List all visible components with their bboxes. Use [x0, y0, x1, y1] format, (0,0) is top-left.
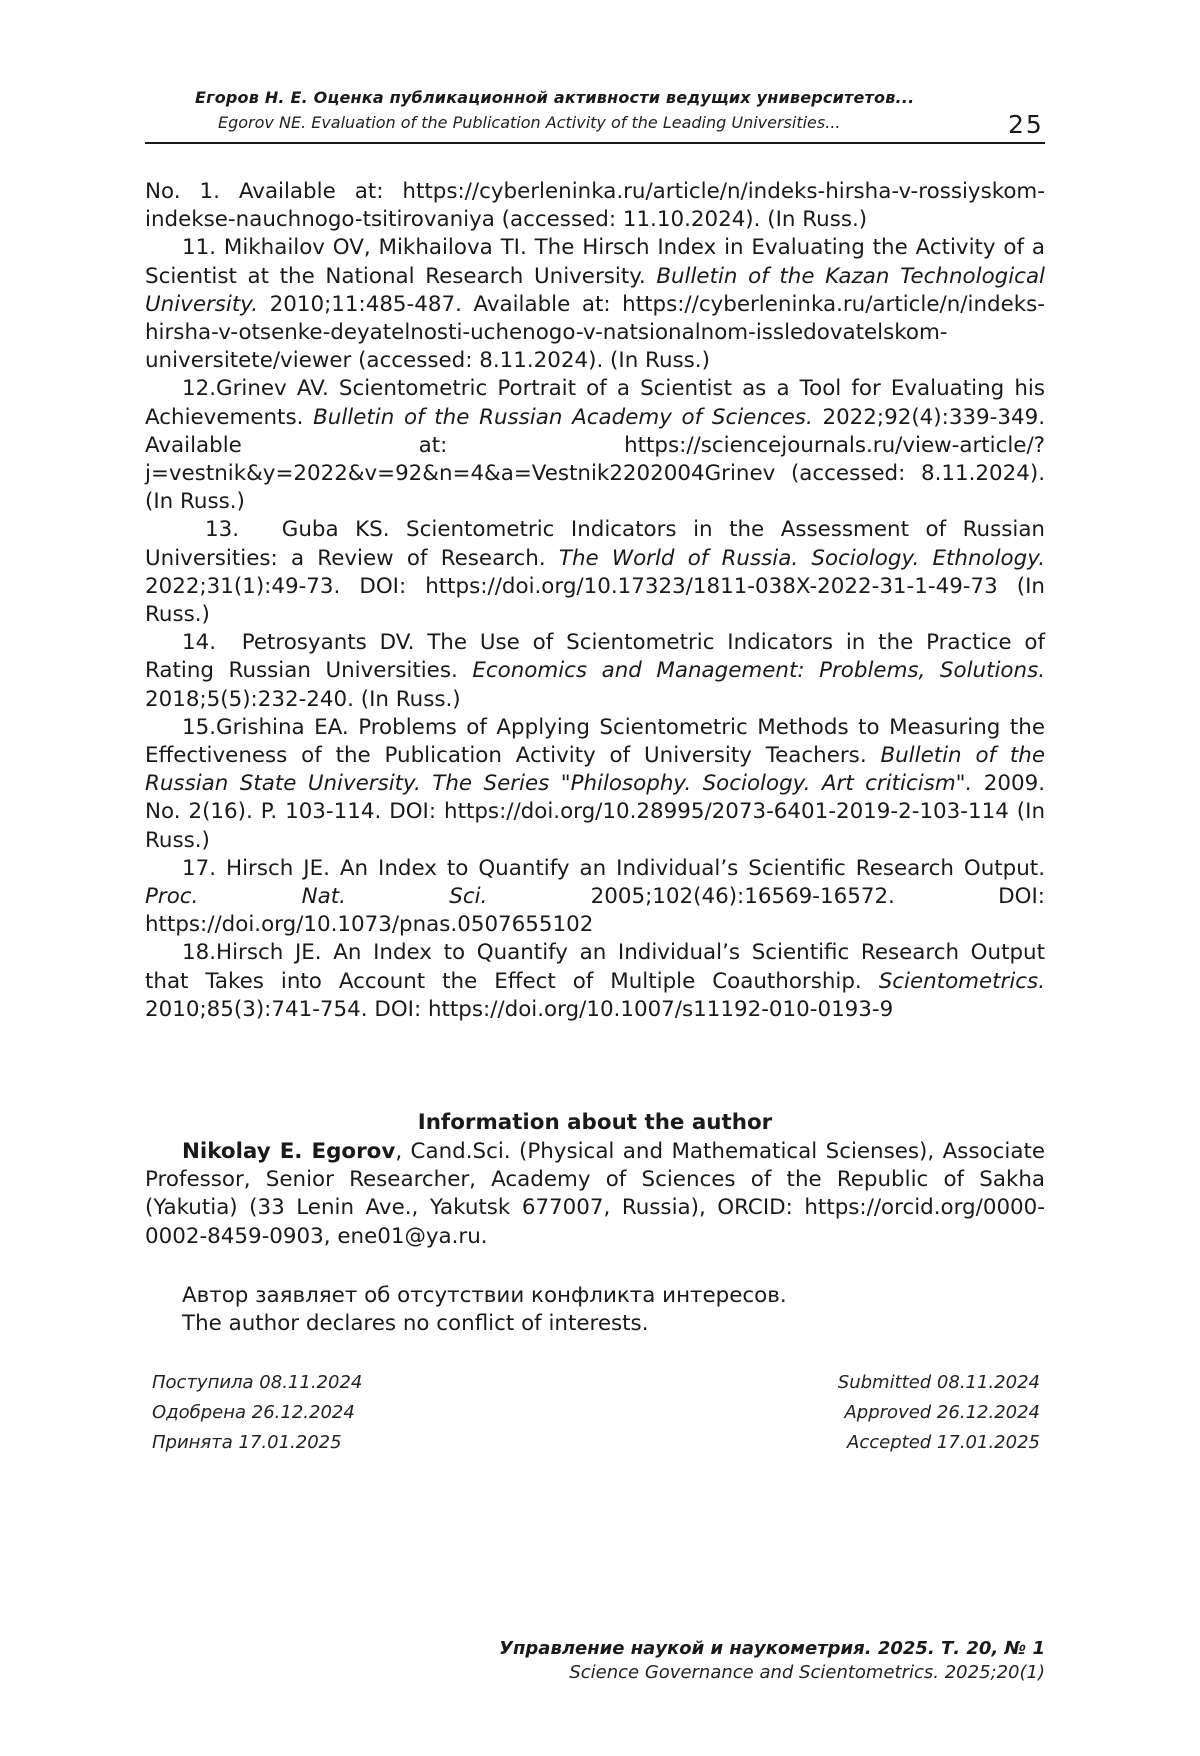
reference-item: 17. Hirsch JE. An Index to Quantify an Individual’s Scientific Research Output. Proc. Nat. Sci. 2005;102(46):16569-16572. DOI: https://doi.org/10.1073/pnas.0507655102	[145, 855, 1045, 938]
reference-item: 18.Hirsch JE. An Index to Quantify an Individual’s Scientific Research Output that Takes into Account the Effect of Multiple Coauthorship. Scientometrics. 2010;85(3):741-754. DOI: https://doi.org/10.1007/s11192-010-0193-9	[145, 940, 1045, 1022]
reference-list	[145, 178, 1045, 1024]
footer-journal-en: Science Governance and Scientometrics. 2025;20(1)	[569, 1662, 1045, 1683]
reference-item: 12.Grinev AV. Scientometric Portrait of a Scientist as a Tool for Evaluating his Achievements. Bulletin of the Russian Academy of Sciences. 2022;92(4):339-349. Available at: https://sciencejournals.ru/view-article/?j=vestnik&y=2022&v=92&n=4&a=Vestnik2202004Grinev (accessed: 8.11.2024). (In Russ.)	[145, 376, 1045, 515]
conflict-declaration-en: The author declares no conflict of interests.	[182, 1311, 649, 1336]
author-details: , Cand.Sci. (Physical and Mathematical Scienses), Associate Professor, Senior Researcher, Academy of Sciences of the Republic of Sakha (Yakutia) (33 Lenin Ave., Yakutsk 677007, Russia), ORCID: https://orcid.org/0000-0002-8459-0903, ene01@ya.ru.	[145, 1139, 1045, 1249]
running-header-ru: Егоров Н. Е. Оценка публикационной активности ведущих университетов...	[195, 88, 915, 107]
author-name: Nikolay E. Egorov	[182, 1139, 396, 1164]
date-accepted-en: Accepted 17.01.2025	[847, 1432, 1040, 1453]
running-header-en: Egorov NE. Evaluation of the Publication Activity of the Leading Universities...	[218, 113, 841, 132]
dates-ru	[152, 1368, 362, 1458]
reference-item: 13. Guba KS. Scientometric Indicators in the Assessment of Russian Universities: a Review of Research. The World of Russia. Sociology. Ethnology. 2022;31(1):49-73. DOI: https://doi.org/10.17323/1811-038X-2022-31-1-49-73 (In Russ.)	[145, 517, 1045, 628]
date-accepted-ru: Принята 17.01.2025	[152, 1432, 342, 1453]
date-submitted-en: Submitted 08.11.2024	[837, 1372, 1040, 1393]
author-info-heading: Information about the author	[417, 1110, 773, 1135]
reference-item: 15.Grishina EA. Problems of Applying Scientometric Methods to Measuring the Effectiveness of the Publication Activity of University Teachers. Bulletin of the Russian State University. The Series "Philosophy. Sociology. Art criticism". 2009. No. 2(16). P. 103-114. DOI: https://doi.org/10.28995/2073-6401-2019-2-103-114 (In Russ.)	[145, 714, 1045, 853]
page-number: 25	[1008, 110, 1044, 139]
author-info-body	[145, 1138, 1045, 1251]
date-approved-ru: Одобрена 26.12.2024	[152, 1402, 355, 1423]
dates-en	[838, 1368, 1040, 1458]
reference-item: 14. Petrosyants DV. The Use of Scientometric Indicators in the Practice of Rating Russian Universities. Economics and Management: Problems, Solutions. 2018;5(5):232-240. (In Russ.)	[145, 630, 1046, 712]
conflict-declaration-ru: Автор заявляет об отсутствии конфликта интересов.	[182, 1283, 787, 1308]
footer-journal-ru: Управление наукой и наукометрия. 2025. Т. 20, № 1	[499, 1638, 1045, 1659]
date-submitted-ru: Поступила 08.11.2024	[152, 1372, 363, 1393]
header-divider	[145, 142, 1045, 144]
date-approved-en: Approved 26.12.2024	[844, 1402, 1040, 1423]
reference-item: No. 1. Available at: https://cyberleninka.ru/article/n/indeks-hirsha-v-rossiyskom-indekse-nauchnogo-tsitirovaniya (accessed: 11.10.2024). (In Russ.)	[145, 179, 1045, 233]
reference-item: 11. Mikhailov OV, Mikhailova TI. The Hirsch Index in Evaluating the Activity of a Scientist at the National Research University. Bulletin of the Kazan Technological University. 2010;11:485-487. Available at: https://cyberleninka.ru/article/n/indeks-hirsha-v-otsenke-deyatelnosti-uchenogo-v-natsionalnom-issledovatelskom-universitete/viewer (accessed: 8.11.2024). (In Russ.)	[145, 235, 1045, 374]
